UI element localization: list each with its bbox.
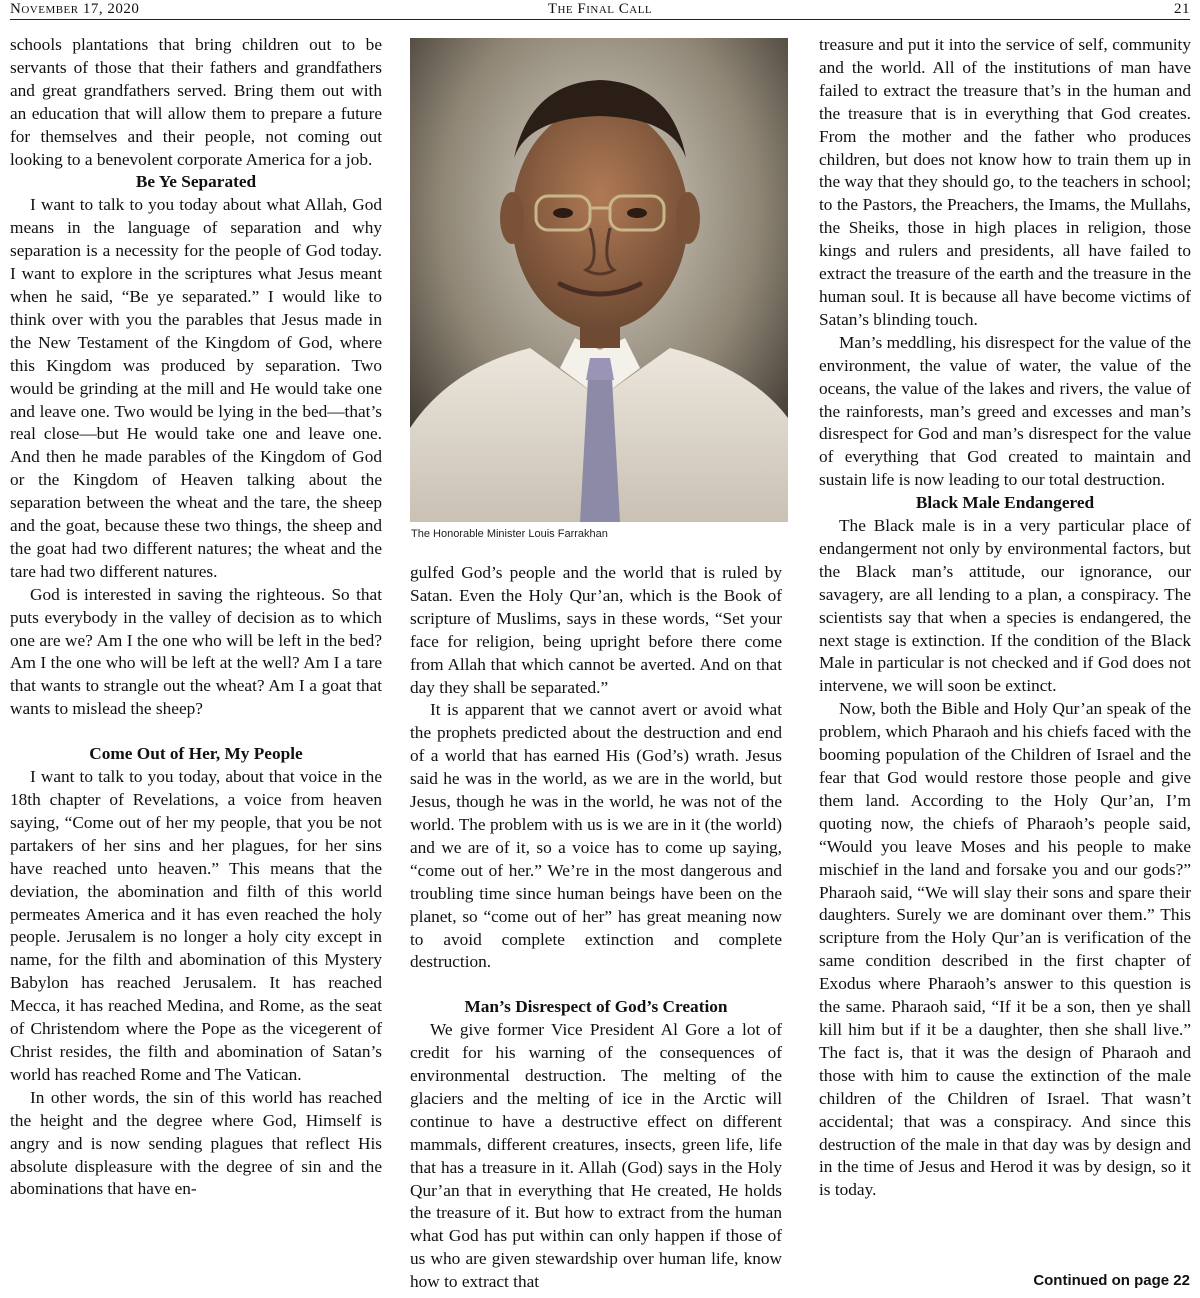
- article-column-3: [819, 34, 1191, 1202]
- paragraph: God is interested in saving the righteous. So that puts everybody in the valley of decision as to which one are we? Am I the one who will be left in the bed? Am I the one who will be left at the well? Am I a tare that wants to strangle out the wheat? Am I a goat that wants to mislead the sheep?: [10, 584, 382, 719]
- paragraph: It is apparent that we cannot avert or avoid what the prophets predicted about the destruction and end of a world that has earned His (God’s) wrath. Jesus said he was in the world, as we are in the world, but Jesus, though he was in the world, he was not of the world. The problem with us is we are in it (the world) and we are of it, so a voice has to come up saying, “come out of her.” We’re in the most dangerous and troubling time since human beings have been on the planet, so “come out of her” has great meaning now to avoid complete extinction and complete destruction.: [410, 700, 782, 972]
- paragraph: The Black male is in a very particular place of endangerment not only by environmental factors, but the Black man’s attitude, our ignorance, our savagery, are all lending to a plan, a conspiracy. The scientists say that when a species is endangered, the next stage is extinction. If the condition of the Black Male in particular is not checked and if God does not intervene, we will soon be extinct.: [819, 516, 1191, 696]
- portrait-photo: [410, 38, 788, 522]
- issue-date: November 17, 2020: [10, 1, 140, 17]
- paragraph: In other words, the sin of this world has reached the height and the degree where God, Himself is angry and is now sending plagues that reflect His absolute displeasure with the degree of sin and the abominations that have en-: [10, 1087, 382, 1199]
- section-heading-be-ye-separated: Be Ye Separated: [135, 172, 257, 192]
- publication-name: The Final Call: [547, 1, 653, 17]
- page-header: [10, 0, 1190, 20]
- paragraph: gulfed God’s people and the world that is ruled by Satan. Even the Holy Qur’an, which is the Book of scripture of Muslims, says in these words, “Set your face for religion, being upright before there come from Allah that which cannot be averted. And on that day they shall be separated.”: [410, 563, 782, 697]
- page-number: 21: [1174, 1, 1190, 17]
- paragraph: treasure and put it into the service of self, community and the world. All of the institutions of man have failed to extract the treasure that’s in the human and the treasure that is in everything that God creates. From the mother and the father who produces children, but does not know how to train them up in the way that they should go, to the teachers in school; to the Pastors, the Preachers, the Imams, the Mullahs, the Sheiks, those in high places in religion, those kings and rulers and presidents, all have failed to extract the treasure of the earth and the treasure in the human soul. It is because all have become victims of Satan’s blinding touch.: [819, 35, 1191, 329]
- paragraph: I want to talk to you today, about that voice in the 18th chapter of Revelations, a voice from heaven saying, “Come out of her my people, that you be not partakers of her sins and her plagues, for her sins have reached unto heaven.” This means that the deviation, the abomination and filth of this world permeates America and it has even reached the holy people. Jerusalem is no longer a holy city except in name, for the filth and abomination of this Mystery Babylon has reached Jerusalem. It has reached Mecca, it has reached Medina, and Rome, as the seat of Christendom where the Pope as the vicegerent of Christ resides, the filth and abomination of Satan’s world has reached Rome and The Vatican.: [10, 767, 382, 1084]
- paragraph: We give former Vice President Al Gore a lot of credit for his warning of the consequences of environmental destruction. The melting of the glaciers and the melting of ice in the Arctic will continue to have a destructive effect on different mammals, different creatures, insects, green life, life that has a treasure in it. Allah (God) says in the Holy Qur’an that in everything that He created, He holds the treasure of it. But how to extract from the human what God has put within can only happen if those of us who are given stewardship over human life, know how to extract that: [410, 1020, 782, 1292]
- article-column-1: [10, 34, 382, 1201]
- article-column-2: [410, 562, 782, 1292]
- section-heading-black-male-endangered: Black Male Endangered: [915, 493, 1095, 513]
- paragraph: Man’s meddling, his disrespect for the value of the environment, the value of water, the value of the oceans, the value of the lakes and rivers, the value of the rainforests, man’s greed and excesses and man’s disrespect for God and man’s disrespect for the value of everything that God created to maintain and sustain life is now leading to our total destruction.: [819, 332, 1191, 490]
- paragraph: I want to talk to you today about what Allah, God means in the language of separation and why separation is a necessity for the people of God today. I want to explore in the scriptures what Jesus meant when he said, “Be ye separated.” I would like to think over with you the parables that Jesus made in the New Testament of the Kingdom of God, where this Kingdom was produced by separation. Two would be grinding at the mill and He would take one and leave one. Two would be lying in the bed—that’s real close—but He would take one and leave one. And then he made parables of the Kingdom of God or the Kingdom of Heaven talking about the separation between the wheat and the tare, the sheep and the goat, because these two things, the sheep and the goat had two different natures; the wheat and the tare had two different natures.: [10, 195, 382, 581]
- paragraph: Now, both the Bible and Holy Qur’an speak of the problem, which Pharaoh and his chiefs faced with the booming population of the Children of Israel and the fear that God would restore those people and give them land. According to the Holy Qur’an, I’m quoting now, the chiefs of Pharaoh’s people said, “Would you leave Moses and his people to make mischief in the land and forsake you and our gods?” Pharaoh said, “We will slay their sons and spare their daughters. Surely we are dominant over them.” This scripture from the Holy Qur’an is verification of the same condition described in the first chapter of Exodus where Pharaoh’s answer to this question is the same. Pharaoh said, “If it be a son, then ye shall kill him but if it be a daughter, then she shall live.” The fact is, that it was the design of Pharaoh and those with him to cause the extinction of the male children of the Children of Israel. That wasn’t accidental; that was a conspiracy. And since this destruction of the male in that day was by design and in the time of Jesus and Herod it was by design, so it is today.: [819, 699, 1191, 1200]
- section-heading-mans-disrespect: Man’s Disrespect of God’s Creation: [464, 997, 728, 1017]
- section-heading-come-out-of-her: Come Out of Her, My People: [89, 744, 303, 764]
- paragraph: schools plantations that bring children out to be servants of those that their fathers and grandfathers and great grandfathers served. Bring them out with an education that will allow them to prepare a future for themselves and their people, not coming out looking to a benevolent corporate America for a job.: [10, 35, 382, 169]
- photo-caption: The Honorable Minister Louis Farrakhan: [411, 528, 608, 540]
- continued-link[interactable]: Continued on page 22: [1033, 1272, 1190, 1289]
